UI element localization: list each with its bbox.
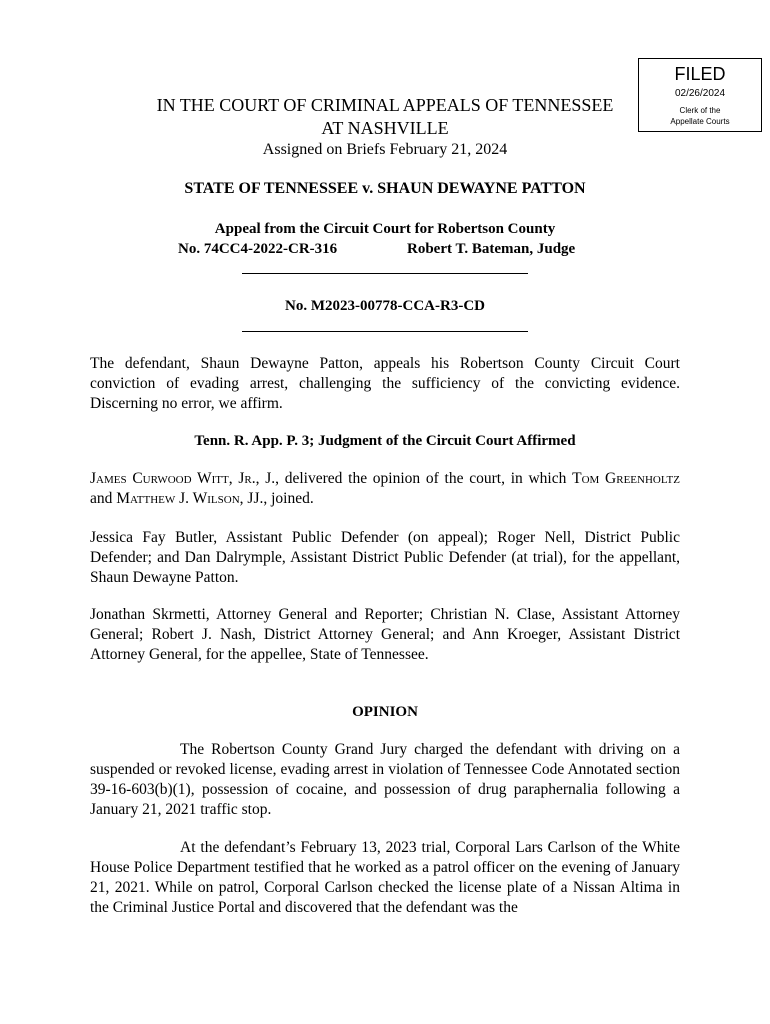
appellant-counsel: Jessica Fay Butler, Assistant Public Defender (on appeal); Roger Nell, District Public Defender; and Dan Dalrymple, Assistant District Public Defender (at trial), for the appellant, Shaun Dewayne Patton. bbox=[90, 529, 680, 586]
joining-judge-2: Matthew J. Wilson bbox=[116, 490, 240, 507]
filed-stamp-date: 02/26/2024 bbox=[674, 88, 726, 99]
filed-stamp-clerk-line2: Appellate Courts bbox=[670, 117, 730, 126]
divider-bottom bbox=[242, 331, 528, 332]
joining-judge-1: Tom Greenholtz bbox=[572, 470, 680, 487]
appellee-counsel: Jonathan Skrmetti, Attorney General and Reporter; Christian N. Clase, Assistant Attorney General; Robert J. Nash, District Attorney General; and Ann Kroeger, Assistant District Attorney General, for the appellee, State of Tennessee. bbox=[90, 606, 680, 663]
divider-top bbox=[242, 273, 528, 274]
assigned-date: Assigned on Briefs February 21, 2024 bbox=[262, 141, 508, 158]
court-name: IN THE COURT OF CRIMINAL APPEALS OF TENNESSEE bbox=[156, 95, 614, 115]
trial-case-number: No. 74CC4-2022-CR-316 bbox=[178, 241, 338, 257]
judges-text-mid: , J., delivered the opinion of the court, in which bbox=[255, 470, 573, 487]
case-summary: The defendant, Shaun Dewayne Patton, appeals his Robertson County Circuit Court conviction of evading arrest, challenging the sufficiency of the convicting evidence. Discerning no error, we affirm. bbox=[90, 355, 680, 412]
authoring-judge: James Curwood Witt, Jr. bbox=[90, 470, 256, 487]
judges-text-and: and bbox=[90, 490, 117, 507]
trial-judge: Robert T. Bateman, Judge bbox=[407, 241, 576, 257]
case-caption: STATE OF TENNESSEE v. SHAUN DEWAYNE PATTON bbox=[184, 180, 586, 197]
court-location: AT NASHVILLE bbox=[321, 118, 449, 138]
disposition: Tenn. R. App. P. 3; Judgment of the Circuit Court Affirmed bbox=[194, 433, 576, 449]
opinion-paragraph-2: At the defendant’s February 13, 2023 trial, Corporal Lars Carlson of the White House Police Department testified that he worked as a patrol officer on the evening of January 21, 2021. While on patrol, Corporal Carlson checked the license plate of a Nissan Altima in the Criminal Justice Portal and discovered that the defendant was the bbox=[90, 839, 680, 916]
opinion-heading: OPINION bbox=[352, 704, 418, 720]
judges-text-end: , JJ., joined. bbox=[239, 490, 314, 507]
appellate-case-number: No. M2023-00778-CCA-R3-CD bbox=[285, 298, 485, 314]
appeal-from: Appeal from the Circuit Court for Robertson County bbox=[214, 221, 556, 237]
filed-stamp-word: FILED bbox=[674, 64, 726, 84]
opinion-paragraph-1: The Robertson County Grand Jury charged the defendant with driving on a suspended or revoked license, evading arrest in violation of Tennessee Code Annotated section 39-16-603(b)(1), possession of cocaine, and possession of drug paraphernalia following a January 21, 2021 traffic stop. bbox=[90, 741, 680, 818]
filed-stamp-clerk-line1: Clerk of the bbox=[679, 106, 721, 115]
judges-statement bbox=[90, 469, 680, 509]
